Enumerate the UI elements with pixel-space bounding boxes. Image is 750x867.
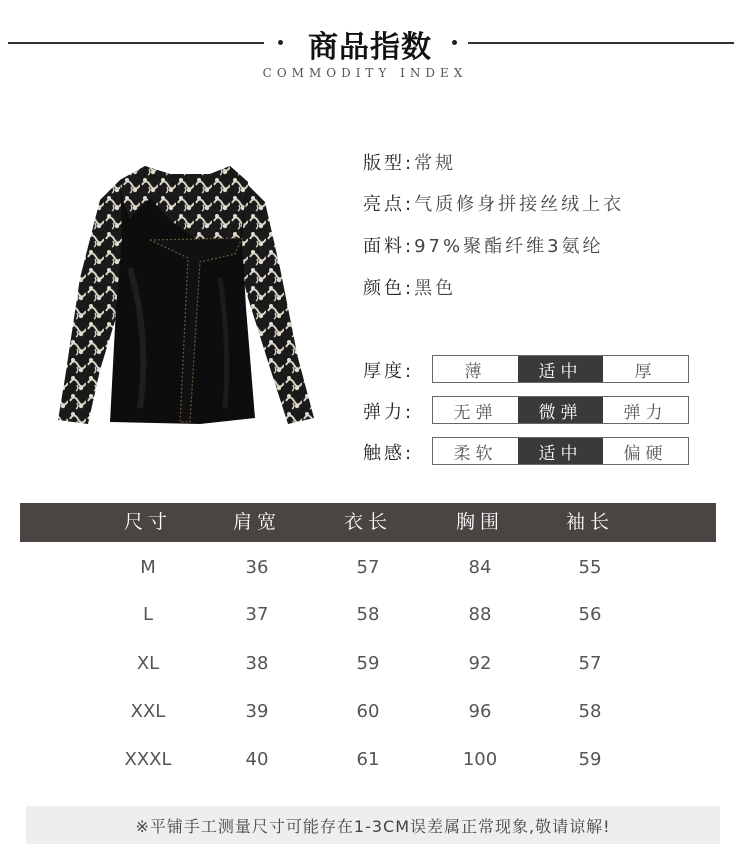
page-subtitle: COMMODITY INDEX <box>262 66 468 80</box>
spec-highlight <box>363 190 624 216</box>
table-cell: 59 <box>356 653 380 674</box>
rating-option: 偏硬 <box>623 443 668 464</box>
header-dot-right <box>452 40 457 45</box>
table-cell: 56 <box>578 604 602 625</box>
spec-key: 颜色: <box>363 278 415 299</box>
table-cell: 37 <box>245 604 269 625</box>
rating-option: 无弹 <box>453 402 498 423</box>
product-image <box>50 158 320 433</box>
table-cell: 38 <box>245 653 269 674</box>
table-cell: L <box>142 604 154 625</box>
spec-style <box>363 149 456 175</box>
header-rule-left <box>8 42 264 44</box>
table-cell: 88 <box>468 604 492 625</box>
page-title: 商品指数 <box>308 30 432 65</box>
column-header: 胸围 <box>455 511 504 533</box>
table-cell: 100 <box>462 749 498 770</box>
rating-feel <box>432 437 689 465</box>
rating-option: 柔软 <box>453 443 498 464</box>
table-cell: 84 <box>468 557 492 578</box>
table-cell: 55 <box>578 557 602 578</box>
spec-value: 气质修身拼接丝绒上衣 <box>414 194 625 215</box>
header-dot-left <box>278 40 283 45</box>
table-cell: 57 <box>356 557 380 578</box>
measurement-note: ※平铺手工测量尺寸可能存在1-3CM误差属正常现象,敬请谅解! <box>26 806 720 844</box>
column-header: 肩宽 <box>232 511 281 533</box>
rating-option: 厚 <box>634 361 657 382</box>
column-header: 尺寸 <box>123 511 172 533</box>
table-cell: 58 <box>356 604 380 625</box>
spec-fabric <box>363 232 604 258</box>
rating-option-selected: 适中 <box>518 356 603 382</box>
size-table-header <box>20 503 716 542</box>
table-cell: 61 <box>356 749 380 770</box>
spec-key: 版型: <box>363 153 415 174</box>
table-cell: 58 <box>578 701 602 722</box>
rating-label-elasticity: 弹力: <box>363 402 415 423</box>
table-cell: 96 <box>468 701 492 722</box>
rating-label-thickness: 厚度: <box>363 361 415 382</box>
rating-thickness <box>432 355 689 383</box>
column-header: 袖长 <box>565 511 614 533</box>
header-rule-right <box>468 42 734 44</box>
column-header: 衣长 <box>343 511 392 533</box>
spec-key: 亮点: <box>363 194 415 215</box>
spec-value: 97%聚酯纤维3氨纶 <box>414 236 604 257</box>
table-cell: 92 <box>468 653 492 674</box>
rating-option: 弹力 <box>623 402 668 423</box>
table-cell: XXXL <box>124 749 172 770</box>
rating-option-selected: 适中 <box>518 438 603 464</box>
table-cell: 40 <box>245 749 269 770</box>
spec-key: 面料: <box>363 236 415 257</box>
table-cell: XL <box>136 653 160 674</box>
table-cell: XXL <box>130 701 166 722</box>
table-cell: 39 <box>245 701 269 722</box>
table-cell: 60 <box>356 701 380 722</box>
table-cell: M <box>140 557 156 578</box>
table-cell: 59 <box>578 749 602 770</box>
spec-value: 常规 <box>414 153 457 174</box>
table-cell: 57 <box>578 653 602 674</box>
spec-color <box>363 274 456 300</box>
rating-option-selected: 微弹 <box>518 397 603 423</box>
rating-label-feel: 触感: <box>363 443 415 464</box>
spec-value: 黑色 <box>414 278 457 299</box>
rating-elasticity <box>432 396 689 424</box>
rating-option: 薄 <box>464 361 487 382</box>
table-cell: 36 <box>245 557 269 578</box>
